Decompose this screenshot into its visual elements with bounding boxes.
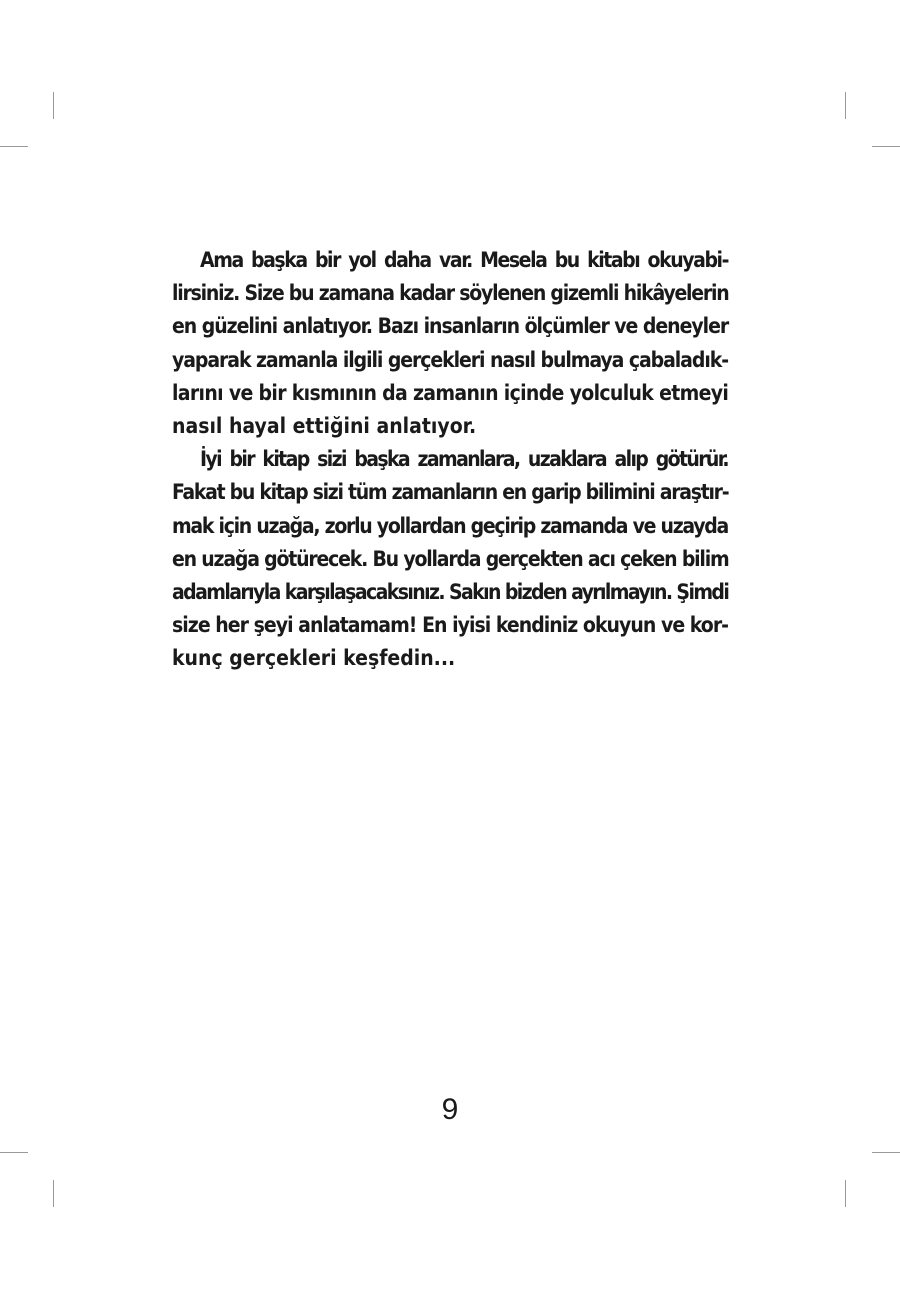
text-line: Ama başka bir yol daha var. Mesela bu kitabı okuyabi-: [200, 248, 728, 272]
crop-mark-bottom-right-horizontal: [872, 1152, 900, 1153]
paragraph-2: [172, 443, 728, 675]
text-line: en uzağa götürecek. Bu yollarda gerçekten acı çeken bilim: [172, 546, 729, 571]
crop-mark-top-left-vertical: [53, 92, 54, 119]
text-line: en güzelini anlatıyor. Bazı insanların ölçümler ve deneyler: [172, 314, 729, 339]
text-line: lirsiniz. Size bu zamana kadar söylenen gizemli hikâyelerin: [172, 281, 729, 306]
text-line: kunç gerçekleri keşfedin...: [172, 646, 456, 671]
text-line: mak için uzağa, zorlu yollardan geçirip zamanda ve uzayda: [172, 513, 728, 538]
text-line: adamlarıyla karşılaşacaksınız. Sakın bizden ayrılmayın. Şimdi: [172, 580, 729, 605]
text-line: nasıl hayal ettiğini anlatıyor.: [172, 414, 477, 439]
crop-mark-top-left-horizontal: [0, 146, 28, 147]
crop-mark-top-right-vertical: [845, 92, 846, 119]
text-line: larını ve bir kısmının da zamanın içinde yolculuk etmeyi: [172, 380, 729, 405]
text-line: yaparak zamanla ilgili gerçekleri nasıl bulmaya çabaladık-: [172, 347, 728, 372]
text-line: Fakat bu kitap sizi tüm zamanların en garip bilimini araştır-: [172, 480, 729, 505]
crop-mark-bottom-left-vertical: [53, 1180, 54, 1207]
crop-mark-top-right-horizontal: [872, 146, 900, 147]
paragraph-1: [172, 244, 728, 443]
page-number: 9: [441, 1093, 459, 1126]
text-line: İyi bir kitap sizi başka zamanlara, uzaklara alıp götürür.: [200, 447, 728, 472]
crop-mark-bottom-left-horizontal: [0, 1152, 28, 1153]
body-text: [172, 244, 728, 676]
text-line: size her şeyi anlatamam! En iyisi kendiniz okuyun ve kor-: [172, 613, 729, 638]
crop-mark-bottom-right-vertical: [845, 1180, 846, 1207]
